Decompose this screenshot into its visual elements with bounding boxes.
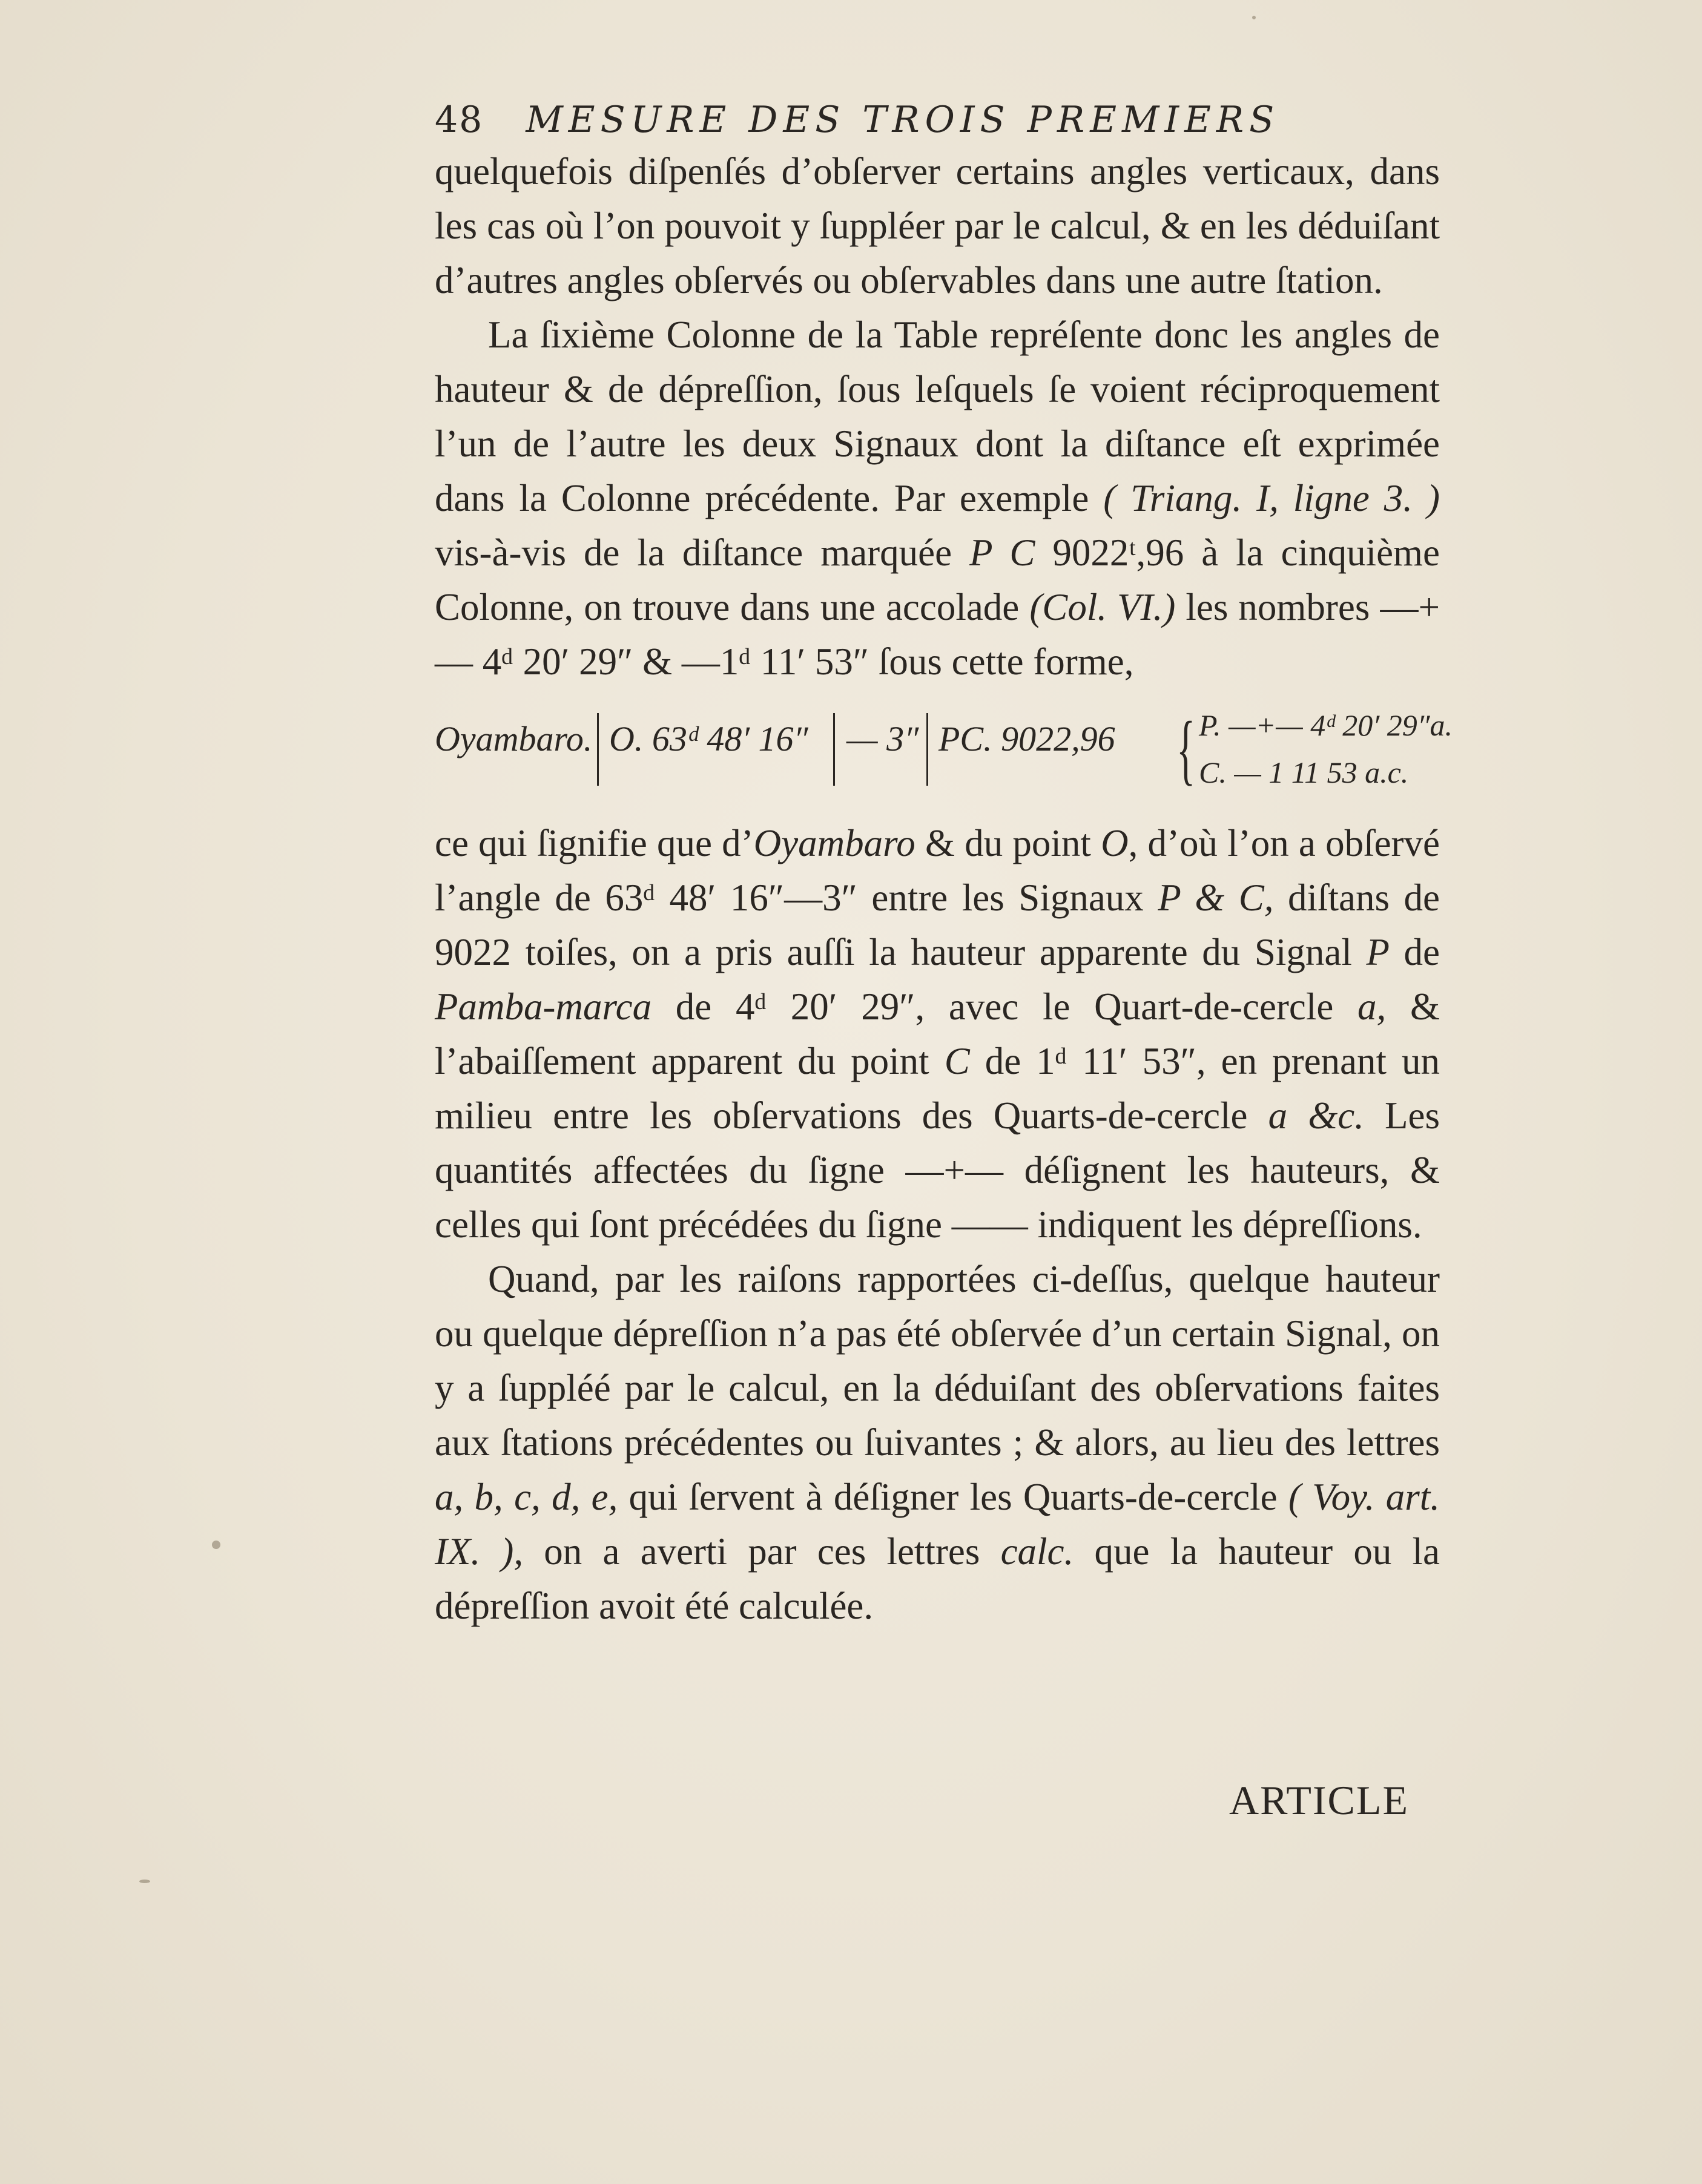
running-title: MESURE DES TROIS PREMIERS (526, 99, 1280, 141)
running-header (435, 96, 1331, 144)
example-angle: O. 63ᵈ 48′ 16″ (609, 719, 808, 758)
example-height: P. —+— 4ᵈ 20′ 29″a. (1199, 708, 1453, 742)
catchword: ARTICLE (1229, 1777, 1409, 1823)
paragraph-1: quelquefois diſpenſés d’obſerver certains angles verticaux, dans les cas où l’on pouvoit y ſuppléer par le calcul, & en les déduiſant d’autres angles obſervés ou obſervables dans une autre ſtation. (435, 150, 1440, 301)
divider (597, 713, 599, 786)
paragraph-4: Quand, par les raiſons rapportées ci-deſſus, quelque hauteur ou quelque dépreſſion n’a pas été obſervée d’un certain Signal, on y a ſuppléé par le calcul, en la déduiſant des obſervations faites aux ſtations précédentes ou ſuivantes ; & alors, au lieu des lettres a, b, c, d, e, qui ſervent à déſigner les Quarts-de-cercle ( Voy. art. IX. ), on a averti par ces lettres calc. que la hauteur ou la dépreſſion avoit été calculée. (435, 1258, 1440, 1627)
page-number: 48 (435, 99, 484, 141)
accolade-brace: { (1176, 706, 1196, 793)
example-accolade (435, 695, 1453, 816)
example-pair-distance: PC. 9022,96 (938, 719, 1115, 758)
example-station: Oyambaro. (435, 719, 593, 758)
example-correction: — 3″ (846, 719, 919, 758)
divider (926, 713, 928, 786)
paragraph-3: ce qui ſignifie que d’Oyambaro & du point O, d’où l’on a obſervé l’angle de 63ᵈ 48′ 16″—3″ entre les Signaux P & C, diſtans de 9022 toiſes, on a pris auſſi la hauteur apparente du Signal P de Pamba-marca de 4ᵈ 20′ 29″, avec le Quart-de-cercle a, & l’abaiſſement apparent du point C de 1ᵈ 11′ 53″, en prenant un milieu entre les obſervations des Quarts-de-cercle a &c. Les quantités affectées du ſigne —+— déſignent les hauteurs, & celles qui ſont précédées du ſigne —— indiquent les dépreſſions. (435, 822, 1440, 1246)
paper-speck (212, 1541, 220, 1549)
paragraph-2: La ſixième Colonne de la Table repréſente donc les angles de hauteur & de dépreſſion, ſous leſquels ſe voient réciproquement l’un de l’autre les deux Signaux dont la diſtance eſt exprimée dans la Colonne précédente. Par exemple ( Triang. I, ligne 3. ) vis-à-vis de la diſtance marquée P C 9022ᵗ,96 à la cinquième Colonne, on trouve dans une accolade (Col. VI.) les nombres —+— 4ᵈ 20′ 29″ & —1ᵈ 11′ 53″ ſous cette forme, (435, 314, 1440, 683)
paper-speck (1252, 16, 1256, 19)
paper-speck (139, 1880, 150, 1883)
body-text (435, 144, 1453, 1633)
example-depression: C. — 1 11 53 a.c. (1199, 755, 1409, 789)
divider (833, 713, 835, 786)
